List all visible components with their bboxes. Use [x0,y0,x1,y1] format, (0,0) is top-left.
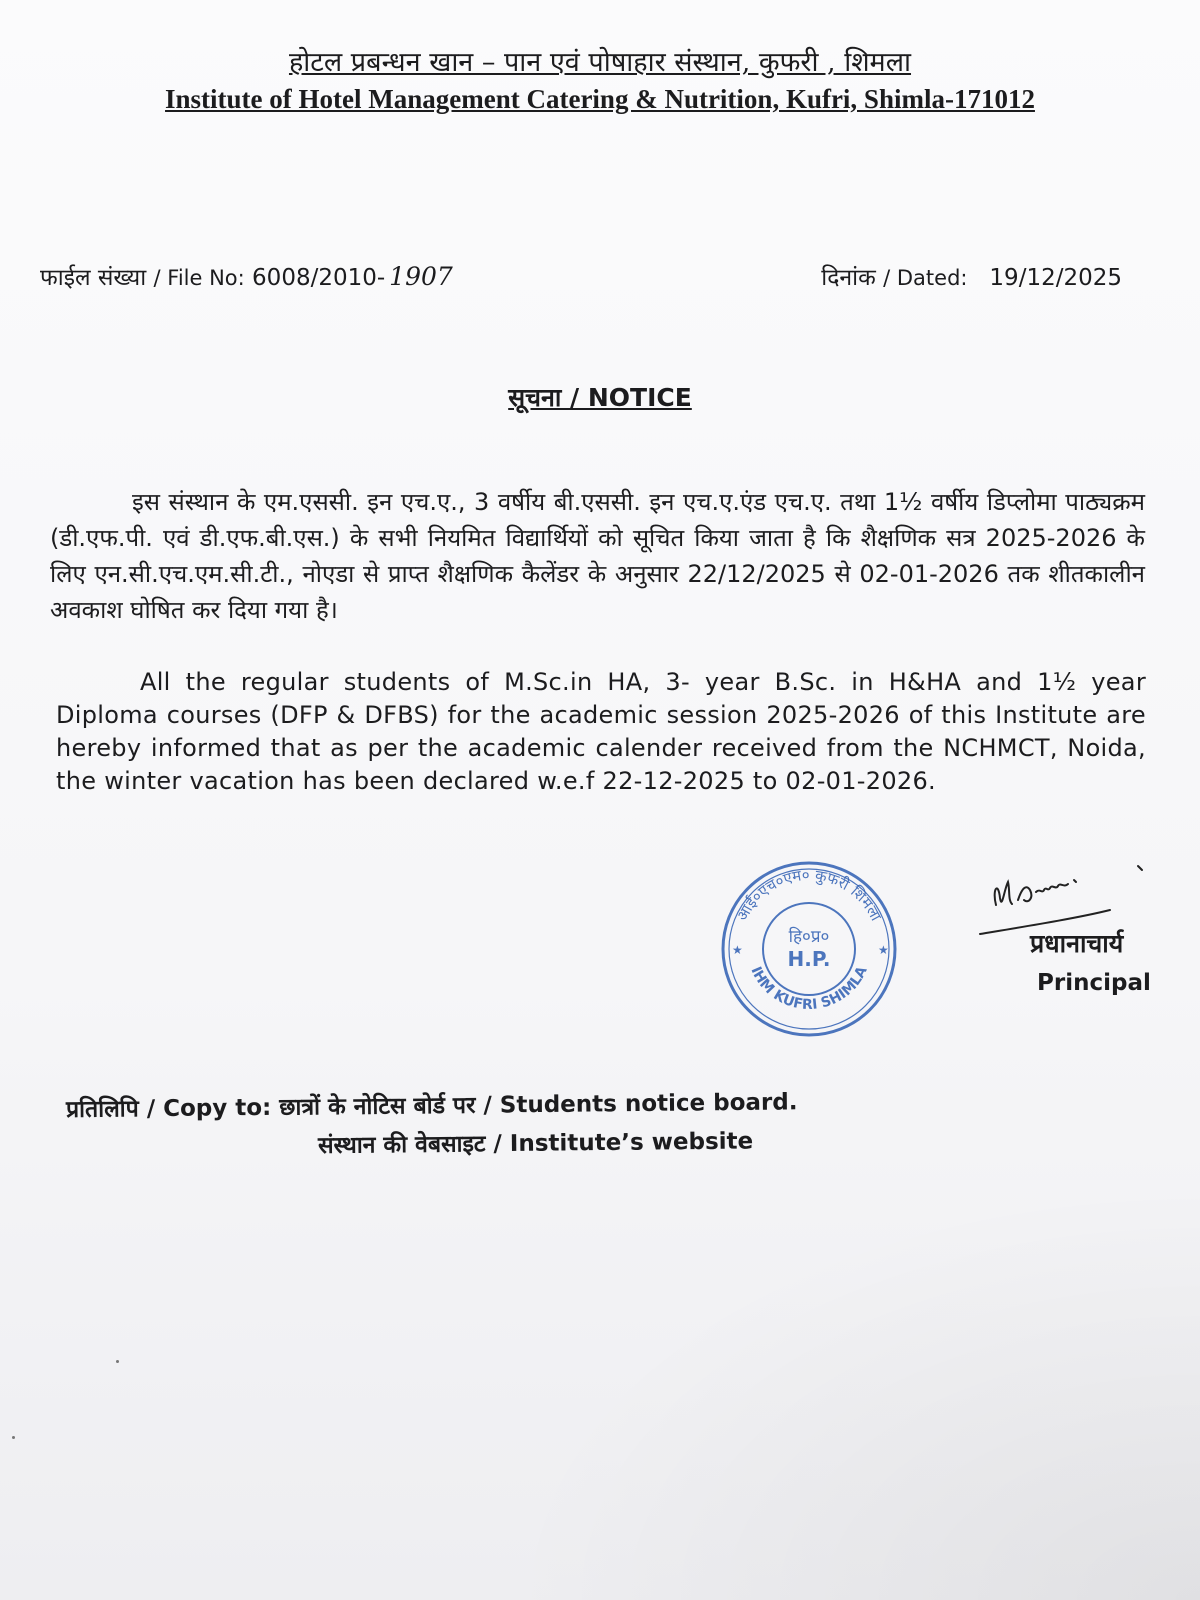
file-label-hindi: फाईल संख्या [40,265,147,291]
principal-title-hindi: प्रधानाचार्य [1030,929,1124,958]
date-label-english: Dated: [896,266,968,290]
copy-to-item-website: संस्थान की वेबसाइट / Institute’s website [317,1128,754,1159]
file-label-english: File No: [167,266,245,290]
letterhead-english: Institute of Hotel Management Catering & Nutrition, Kufri, Shimla-171012 [165,84,1035,114]
svg-text:आई०एच०एम० कुफरी शिमला [733,866,886,925]
paper-shadow [500,1180,1200,1600]
svg-text:IHM KUFRI SHIMLA [747,964,870,1013]
svg-text:★: ★ [732,943,743,957]
notice-body-english: All the regular students of M.Sc.in HA, 3- year B.Sc. in H&HA and 1½ year Diploma courses (DFP & DFBS) for the academic session 2025-2026 of this Institute are hereby informed that as per the academic calender received from the NCHMCT, Noida, the winter vacation has been declared w.e.f 22-12-2025 to 02-01-2026. [56,668,1146,795]
signature-text: M.Dav [978,860,982,861]
notice-title: सूचना / NOTICE [508,383,692,412]
file-number: फाईल संख्या / File No: 6008/2010- 1907 [40,262,453,291]
copy-to-label: प्रतिलिपि / Copy to: [65,1094,272,1123]
seal-center-hindi: हि०प्र० [788,927,830,947]
institute-seal-stamp [718,858,900,1040]
principal-title-english: Principal [1037,970,1151,996]
letterhead-hindi: होटल प्रबन्धन खान – पान एवं पोषाहार संस्थान, कुफरी , शिमला [288,47,912,78]
paper-speck [12,1436,15,1439]
date-line: दिनांक / Dated: 19/12/2025 [821,265,1122,291]
notice-body-hindi: इस संस्थान के एम.एससी. इन एच.ए., 3 वर्षीय बी.एससी. इन एच.ए.एंड एच.ए. तथा 1½ वर्षीय डिप्लोमा पाठ्यक्रम (डी.एफ.पी. एवं डी.एफ.बी.एस.) के सभी नियमित विद्यार्थियों को सूचित किया जाता है कि शैक्षणिक सत्र 2025-2026 के लिए एन.सी.एच.एम.सी.टी., नोएडा से प्राप्त शैक्षणिक कैलेंडर के अनुसार 22/12/2025 से 02-01-2026 तक शीतकालीन अवकाश घोषित कर दिया गया है। [50,488,1145,624]
svg-text:★: ★ [878,943,889,957]
copy-to-item-notice-board: छात्रों के नोटिस बोर्ड पर / Students notice board. [279,1089,798,1121]
seal-center-english: H.P. [787,947,831,971]
seal-ring-text-english: IHM KUFRI SHIMLA [747,964,871,1014]
file-handwritten-number: 1907 [389,262,453,291]
paper-speck [116,1360,119,1363]
seal-ring-text: आई०एच०एम० कुफरी शिमला [732,865,886,924]
date-label-hindi: दिनांक [821,265,876,291]
file-number-value: 6008/2010- [252,265,386,291]
date-value: 19/12/2025 [989,265,1122,291]
